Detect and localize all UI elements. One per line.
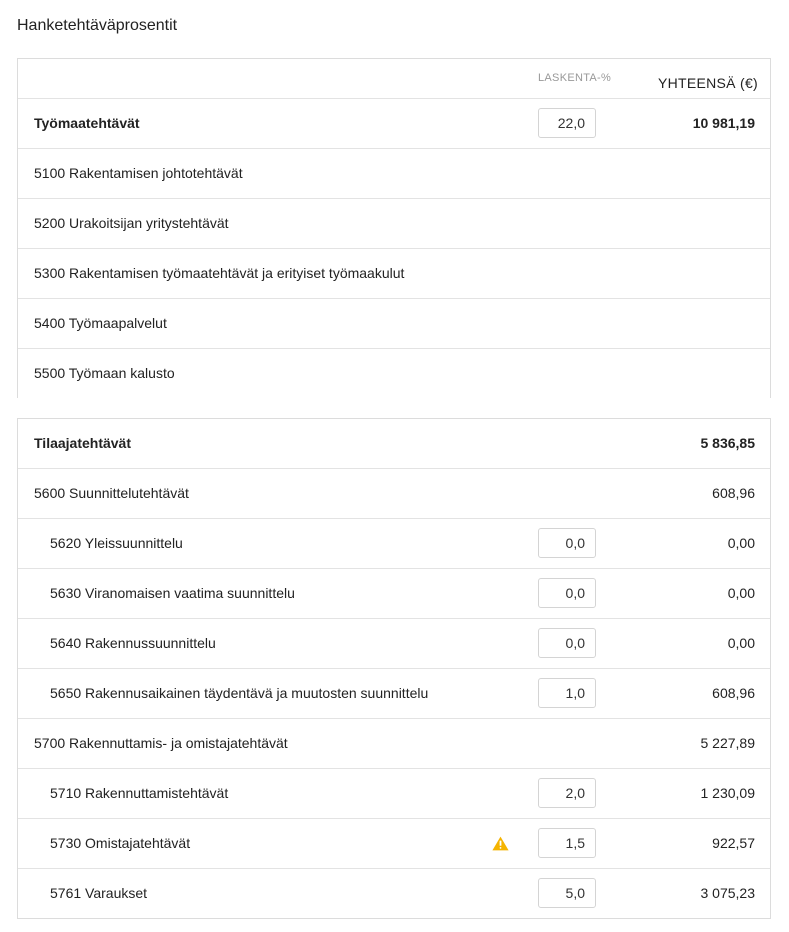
table-header-row bbox=[18, 59, 770, 99]
percent-input[interactable] bbox=[538, 828, 596, 858]
row-label: 5620 Yleissuunnittelu bbox=[50, 535, 183, 551]
percent-input[interactable] bbox=[538, 678, 596, 708]
table-row bbox=[18, 349, 770, 398]
row-total: 0,00 bbox=[727, 535, 755, 551]
row-label: 5600 Suunnittelutehtävät bbox=[34, 485, 189, 501]
percent-input[interactable] bbox=[538, 528, 596, 558]
row-label: 5200 Urakoitsijan yritystehtävät bbox=[34, 215, 229, 231]
row-label: 5500 Työmaan kalusto bbox=[34, 365, 175, 381]
table-row bbox=[18, 819, 770, 869]
row-total: 608,96 bbox=[712, 485, 755, 501]
site-tasks-percent-input[interactable] bbox=[538, 108, 596, 138]
site-tasks-card bbox=[17, 58, 771, 398]
row-label: 5700 Rakennuttamis- ja omistajatehtävät bbox=[34, 735, 288, 751]
warning-triangle-icon[interactable] bbox=[492, 836, 509, 851]
table-row bbox=[18, 569, 770, 619]
group-total: 10 981,19 bbox=[692, 115, 755, 131]
row-label: 5400 Työmaapalvelut bbox=[34, 315, 167, 331]
table-row bbox=[18, 769, 770, 819]
row-total: 608,96 bbox=[712, 685, 755, 701]
client-tasks-group-row bbox=[18, 419, 770, 469]
row-label: 5640 Rakennussuunnittelu bbox=[50, 635, 216, 651]
percent-input[interactable] bbox=[538, 578, 596, 608]
table-row bbox=[18, 299, 770, 349]
row-total: 3 075,23 bbox=[700, 885, 755, 901]
group-label: Tilaajatehtävät bbox=[34, 435, 132, 451]
row-label: 5730 Omistajatehtävät bbox=[50, 835, 191, 851]
row-total: 0,00 bbox=[727, 585, 755, 601]
row-total: 922,57 bbox=[712, 835, 755, 851]
group-total: 5 836,85 bbox=[700, 435, 755, 451]
row-total: 1 230,09 bbox=[700, 785, 755, 801]
client-tasks-card bbox=[17, 418, 771, 919]
row-label: 5630 Viranomaisen vaatima suunnittelu bbox=[50, 585, 295, 601]
page-title: Hanketehtäväprosentit bbox=[17, 17, 178, 34]
row-label: 5100 Rakentamisen johtotehtävät bbox=[34, 165, 243, 181]
row-label: 5761 Varaukset bbox=[50, 885, 148, 901]
column-header-total: YHTEENSÄ (€) bbox=[657, 75, 758, 91]
row-label: 5710 Rakennuttamistehtävät bbox=[50, 785, 229, 801]
column-header-percent: LASKENTA-% bbox=[538, 72, 612, 84]
table-row bbox=[18, 719, 770, 769]
table-row bbox=[18, 199, 770, 249]
row-total: 5 227,89 bbox=[700, 735, 755, 751]
percent-input[interactable] bbox=[538, 878, 596, 908]
site-tasks-group-row bbox=[18, 99, 770, 149]
table-row bbox=[18, 669, 770, 719]
percent-input[interactable] bbox=[538, 778, 596, 808]
table-row bbox=[18, 519, 770, 569]
row-total: 0,00 bbox=[727, 635, 755, 651]
row-label: 5650 Rakennusaikainen täydentävä ja muutosten suunnittelu bbox=[50, 685, 429, 701]
percent-input[interactable] bbox=[538, 628, 596, 658]
table-row bbox=[18, 619, 770, 669]
row-label: 5300 Rakentamisen työmaatehtävät ja erityiset työmaakulut bbox=[34, 265, 405, 281]
table-row bbox=[18, 249, 770, 299]
table-row bbox=[18, 469, 770, 519]
table-row bbox=[18, 869, 770, 918]
group-label: Työmaatehtävät bbox=[34, 115, 140, 131]
table-row bbox=[18, 149, 770, 199]
